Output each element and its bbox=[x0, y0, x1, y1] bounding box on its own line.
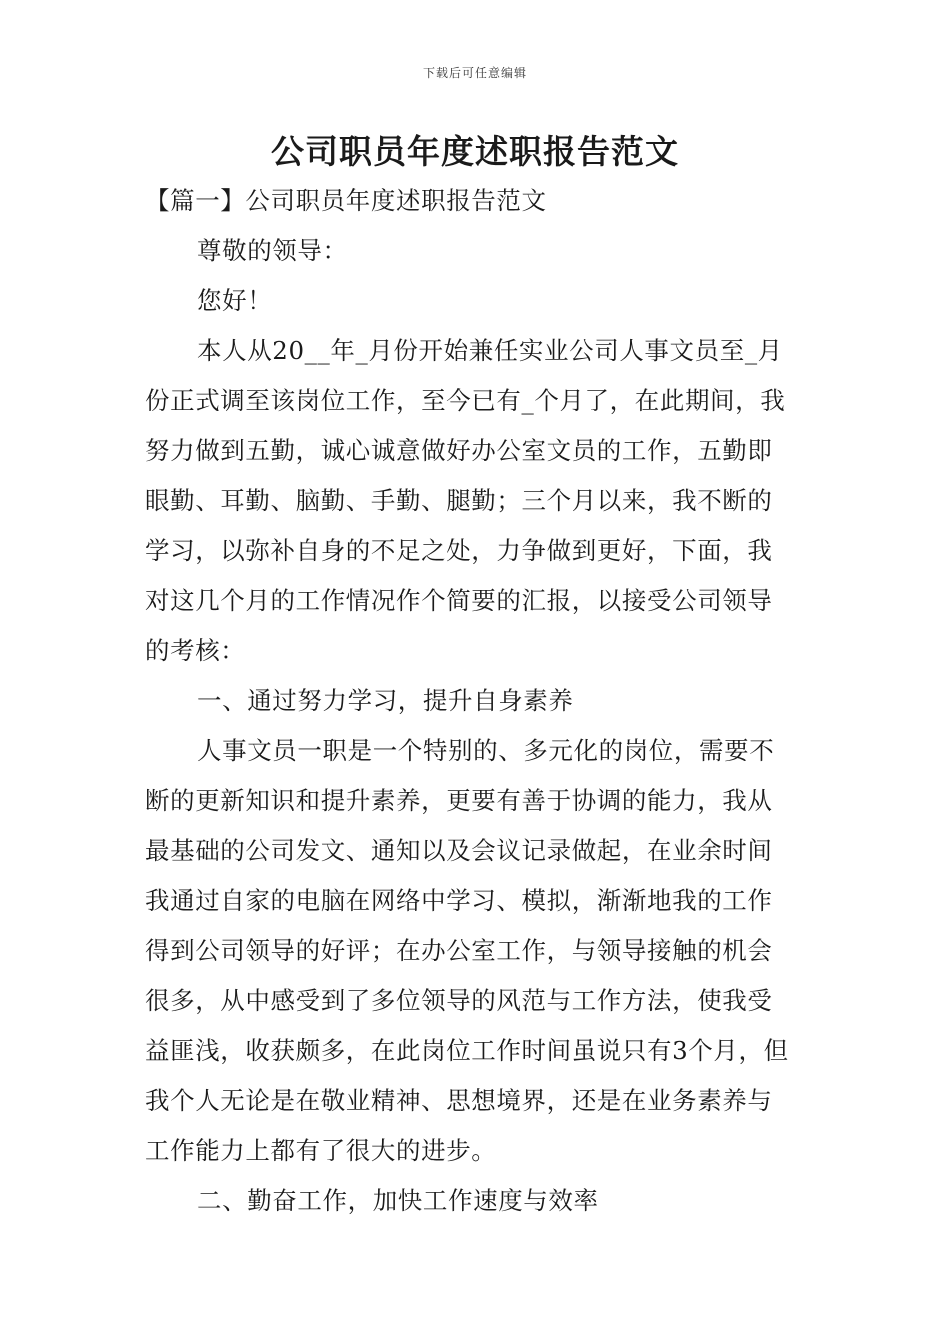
body-text-line: 本人从20__年_月份开始兼任实业公司人事文员至_月 bbox=[197, 336, 783, 365]
body-text-line: 最基础的公司发文、通知以及会议记录做起，在业余时间 bbox=[145, 836, 773, 865]
body-text-line: 断的更新知识和提升素养，更要有善于协调的能力，我从 bbox=[145, 786, 773, 815]
section-heading-line: 【篇一】公司职员年度述职报告范文 bbox=[145, 186, 547, 215]
body-text-line: 我通过自家的电脑在网络中学习、模拟，渐渐地我的工作 bbox=[145, 886, 773, 915]
body-text-line: 学习，以弥补自身的不足之处，力争做到更好，下面，我 bbox=[145, 536, 773, 565]
document-title: 公司职员年度述职报告范文 bbox=[271, 132, 679, 171]
body-text-line: 的考核： bbox=[145, 636, 246, 665]
body-text-line: 得到公司领导的好评；在办公室工作，与领导接触的机会 bbox=[145, 936, 773, 965]
body-text-line: 工作能力上都有了很大的进步。 bbox=[145, 1136, 497, 1165]
body-text-line: 份正式调至该岗位工作，至今已有_个月了，在此期间，我 bbox=[145, 386, 786, 415]
body-text-line: 眼勤、耳勤、脑勤、手勤、腿勤；三个月以来，我不断的 bbox=[145, 486, 773, 515]
subsection-heading-line: 二、勤奋工作，加快工作速度与效率 bbox=[197, 1186, 599, 1215]
body-text-line: 很多，从中感受到了多位领导的风范与工作方法，使我受 bbox=[145, 986, 773, 1015]
greeting-line: 您好！ bbox=[197, 286, 273, 315]
subsection-heading-line: 一、通过努力学习，提升自身素养 bbox=[197, 686, 574, 715]
body-text-line: 对这几个月的工作情况作个简要的汇报，以接受公司领导 bbox=[145, 586, 773, 615]
document-body bbox=[145, 176, 809, 1226]
body-text-line: 努力做到五勤，诚心诚意做好办公室文员的工作，五勤即 bbox=[145, 436, 773, 465]
salutation-line: 尊敬的领导： bbox=[197, 236, 348, 265]
body-text-line: 我个人无论是在敬业精神、思想境界，还是在业务素养与 bbox=[145, 1086, 773, 1115]
body-text-line: 人事文员一职是一个特别的、多元化的岗位，需要不 bbox=[197, 736, 775, 765]
body-text-line: 益匪浅，收获颇多，在此岗位工作时间虽说只有3个月，但 bbox=[145, 1036, 789, 1065]
header-note: 下载后可任意编辑 bbox=[422, 66, 527, 80]
